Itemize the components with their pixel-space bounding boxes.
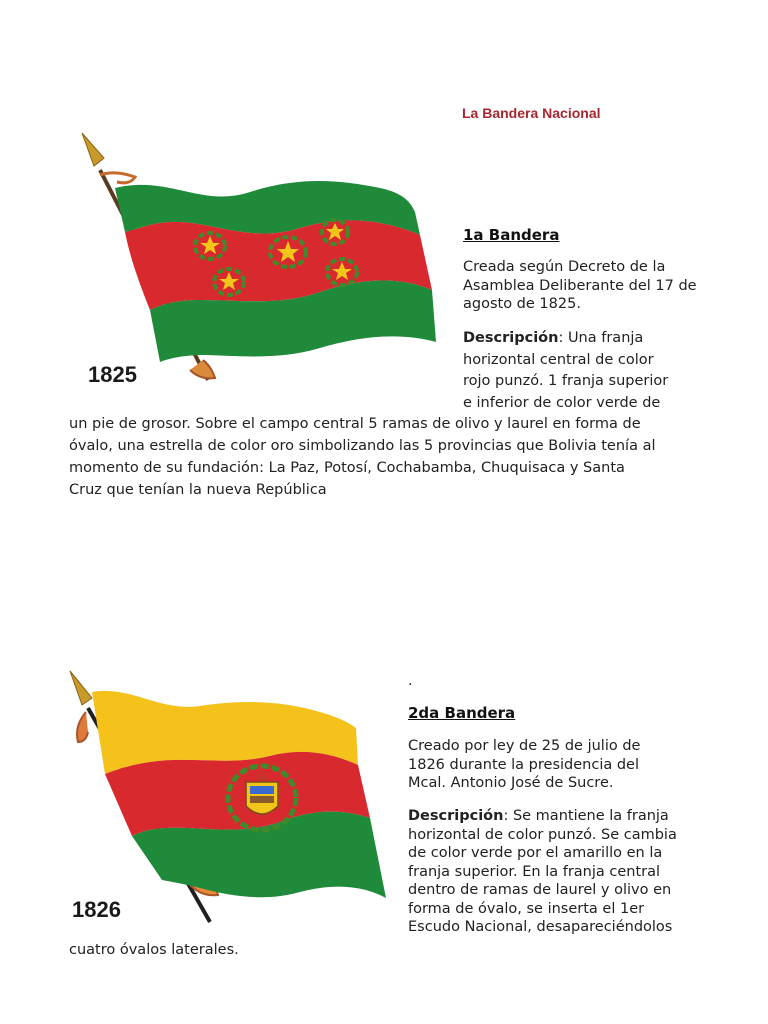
flag-2-desc-text-6: Escudo Nacional, desapareciéndolos <box>408 919 673 935</box>
flag-1-wrap-line-1: óvalo, una estrella de color oro simbolizando las 5 provincias que Bolivia tenía al <box>69 438 656 454</box>
flag-1-desc-text-1: horizontal central de color <box>463 351 654 368</box>
flag-1-wrap-line-0: un pie de grosor. Sobre el campo central 5 ramas de olivo y laurel en forma de <box>69 416 641 432</box>
document-title: La Bandera Nacional <box>462 105 601 121</box>
flag-2-heading: 2da Bandera <box>408 704 516 722</box>
flag-2-desc-text-3: franja superior. En la franja central <box>408 863 661 880</box>
flag-1-wrap-line-3: Cruz que tenían la nueva República <box>69 482 327 498</box>
flag-1-heading: 1a Bandera <box>463 226 560 244</box>
cord-tassel <box>77 712 88 742</box>
flag-2-created-line-2: Mcal. Antonio José de Sucre. <box>408 775 614 791</box>
flag-1-creation-text: Creada según Decreto de la Asamblea Deliberante del 17 de agosto de 1825. <box>463 259 697 312</box>
stray-dot: . <box>408 673 413 689</box>
flag-2-desc-text-0: : Se mantiene la franja <box>503 808 669 824</box>
flag-2-creation-text <box>408 737 708 793</box>
flag-2-created-line-1: 1826 durante la presidencia del <box>408 756 639 773</box>
flag-1825-year-label: 1825 <box>88 362 137 387</box>
flag-2-desc-text-4: dentro de ramas de laurel y olivo en <box>408 882 672 898</box>
flag-2-desc-text-5: forma de óvalo, se inserta el 1er <box>408 900 645 917</box>
flag-2-created-line-0: Creado por ley de 25 de julio de <box>408 738 641 754</box>
flag-2-desc-text-2: de color verde por el amarillo en la <box>408 845 663 861</box>
flag-2-description <box>408 807 728 937</box>
flag-1-desc-text-3: e inferior de color verde de <box>463 394 661 411</box>
flag-1-desc-text-2: rojo punzó. 1 franja superior <box>463 373 669 389</box>
pole-spearhead <box>70 671 92 705</box>
flag-1-desc-text-0: : Una franja <box>558 330 644 346</box>
flag-2-desc-label: Descripción <box>408 808 504 824</box>
flag-1826-year-label: 1826 <box>72 897 121 922</box>
flag-2-wrap-text <box>69 939 469 961</box>
flag-1-wrap-line-2: momento de su fundación: La Paz, Potosí, Cochabamba, Chuquisaca y Santa <box>69 460 625 476</box>
flag-2-desc-line <box>408 807 728 826</box>
flag-2-desc-text-1: horizontal de color punzó. Se cambia <box>408 826 677 843</box>
flag-1-desc-label: Descripción <box>463 330 559 346</box>
flag-2-wrap-line-0: cuatro óvalos laterales. <box>69 942 239 958</box>
